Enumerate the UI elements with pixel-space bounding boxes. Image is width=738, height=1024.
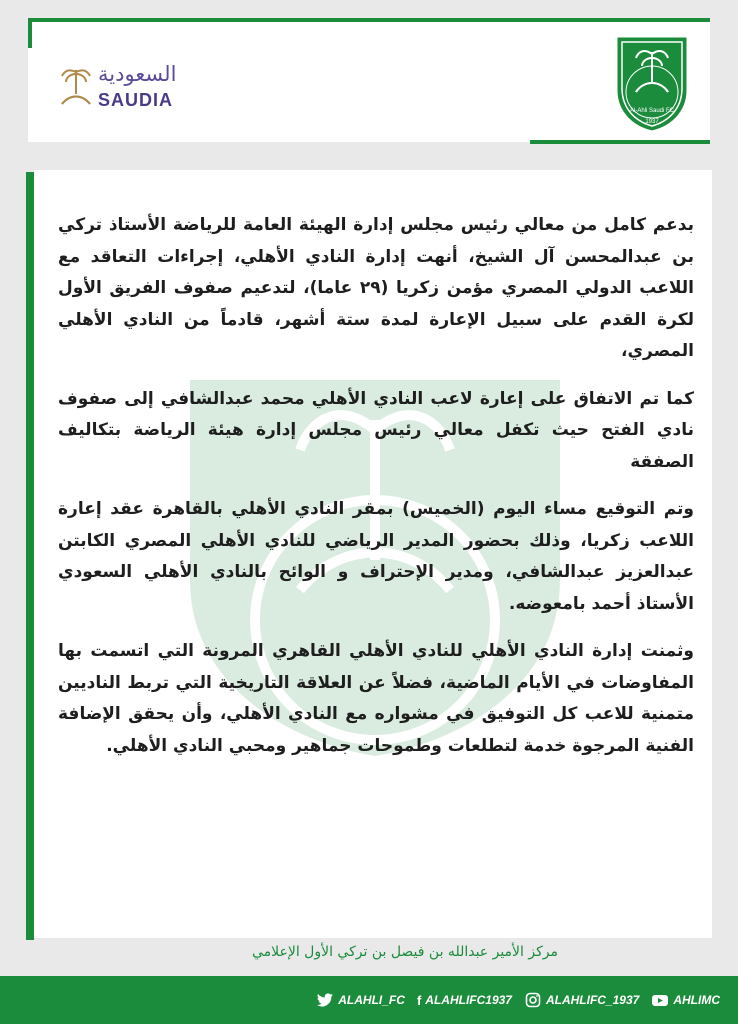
palm-swords-icon: [58, 64, 94, 108]
crest-year: 1937: [645, 119, 659, 125]
header-accent-bar: [28, 18, 710, 22]
sponsor-name-en: SAUDIA: [98, 90, 174, 110]
article-paragraph: وتم التوقيع مساء اليوم (الخميس) بمقر النادي الأهلي بالقاهرة عقد إعارة اللاعب زكريا، وذلك بحضور المدير الرياضي للنادي الأهلي المصري الكابتن عبدالعزيز عبدالشافي، ومدير الإحتراف و الوائح بالنادي الأهلي السعودي الأستاذ أحمد بامعوضه.: [58, 499, 694, 614]
card-accent-bar: [26, 172, 34, 940]
crest-club-name: Al-Ahli Saudi FC: [629, 108, 675, 114]
header-accent-bottom: [530, 140, 710, 144]
facebook-icon: f: [416, 992, 422, 1008]
media-center-credit: مركز الأمير عبدالله بن فيصل بن تركي الأول الإعلامي: [251, 944, 558, 960]
article-paragraph: بدعم كامل من معالي رئيس مجلس إدارة الهيئة العامة للرياضة الأستاذ تركي بن عبدالمحسن آل الشيخ، أنهت إدارة النادي الأهلي، إجراءات التعاقد مع اللاعب الدولي المصري مؤمن زكريا (٢٩ عاما)، لتدعيم صفوف الفريق الأول لكرة القدم على سبيل الإعارة لمدة ستة أشهر، قادماً من النادي الأهلي المصري،: [58, 215, 694, 361]
article-body: [58, 210, 694, 778]
social-instagram[interactable]: [524, 992, 639, 1008]
facebook-handle: ALAHLIFC1937: [425, 993, 512, 1007]
social-twitter[interactable]: [316, 992, 405, 1008]
instagram-handle: ALAHLIFC_1937: [545, 993, 640, 1007]
sponsor-logo: [58, 62, 208, 112]
header-accent-corner: [28, 18, 32, 48]
twitter-icon: [316, 992, 334, 1008]
sponsor-name-ar: السعودية: [98, 62, 177, 86]
youtube-handle: AHLIMC: [673, 993, 720, 1007]
article-paragraph: كما تم الاتفاق على إعارة لاعب النادي الأهلي محمد عبدالشافي إلى صفوف نادي الفتح حيث تكفل معالي رئيس مجلس إدارة هيئة الرياضة بتكاليف الصفقة: [58, 388, 694, 472]
twitter-handle: ALAHLI_FC: [338, 993, 405, 1007]
article-paragraph: وثمنت إدارة النادي الأهلي للنادي الأهلي القاهري المرونة التي اتسمت بها المفاوضات في الأيام الماضية، فضلاً عن العلاقة التاريخية التي تربط الناديين متمنية للاعب كل التوفيق في مشواره مع النادي الأهلي، وأن يحقق الإضافة الفنية المرجوة خدمة لتطلعات وطموحات جماهير ومحبي النادي الأهلي.: [58, 641, 694, 756]
social-youtube[interactable]: [651, 992, 720, 1008]
youtube-icon: [651, 992, 669, 1008]
social-footer: [0, 976, 738, 1024]
social-facebook[interactable]: [417, 993, 512, 1008]
instagram-icon: [524, 992, 542, 1008]
club-crest-icon: [612, 30, 692, 134]
